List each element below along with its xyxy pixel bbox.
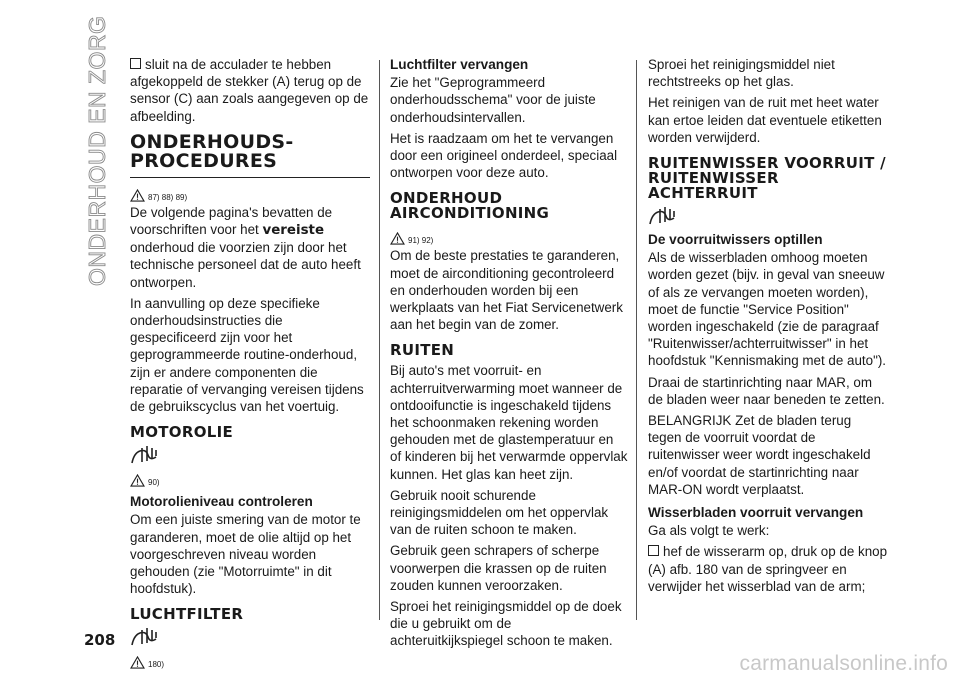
warning-triangle-icon [130, 474, 145, 487]
chapter-side-title: ONDERHOUD EN ZORG [84, 15, 110, 286]
bullet-paragraph [648, 543, 888, 595]
column-1 [130, 56, 370, 671]
warning-refs [130, 182, 370, 202]
text: De volgende pagina's bevatten de voorschriften voor het [130, 204, 333, 238]
warning-refs [130, 467, 370, 487]
subheading-replace-blades: Wisserbladen voorruit vervangen [648, 505, 864, 521]
warning-ref-numbers: 87) 88) 89) [148, 192, 188, 202]
bullet-paragraph [130, 56, 370, 125]
glass-paragraph-1: Sproei het reinigingsmiddel niet rechtstreeks op het glas. [648, 57, 835, 90]
wipers-paragraph-3: BELANGRIJK Zet de bladen terug tegen de voorruit voordat de ruitenwisser weer wordt ingeschakeld en/of voordat de startinrichting naar MAR-ON wordt verplaatst. [648, 413, 871, 497]
air-filter-paragraph-1: Zie het "Geprogrammeerd onderhoudsschema" voor de juiste onderhoudsintervallen. [390, 75, 596, 125]
heading-maintenance-procedures: ONDERHOUDS-PROCEDURES [130, 133, 370, 178]
subheading-lift-wipers: De voorruitwissers optillen [648, 232, 823, 248]
environment-icon [130, 626, 160, 646]
column-divider [379, 60, 380, 620]
watermark-text: carmanualsonline.info [739, 652, 948, 675]
subheading-engine-oil-level: Motorolieniveau controleren [130, 494, 313, 510]
text: onderhoud die voorzien zijn door het technische personeel dat de auto heeft ontworpen. [130, 240, 361, 290]
warning-ref-numbers: 91) 92) [408, 236, 434, 246]
environment-icon [130, 444, 160, 464]
wipers-paragraph-2: Draai de startinrichting naar MAR, om de bladen weer naar beneden te zetten. [648, 374, 885, 407]
engine-oil-paragraph: Om een juiste smering van de motor te garanderen, moet de olie altijd op het voorgeschreven niveau worden gehouden (zie "Motorruimte" in dit hoofdstuk). [130, 512, 361, 597]
heading-air-filter: LUCHTFILTER [130, 605, 244, 624]
warning-triangle-icon [130, 656, 145, 669]
column-2 [390, 56, 628, 654]
page-number: 208 [84, 631, 116, 649]
heading-ac-maintenance: ONDERHOUD AIRCONDITIONING [390, 189, 550, 223]
warning-ref-numbers: 180) [148, 660, 165, 670]
blades-paragraph-1: Ga als volgt te werk: [648, 523, 770, 539]
warning-triangle-icon [130, 189, 145, 202]
checkbox-bullet-icon [130, 58, 141, 69]
ac-paragraph: Om de beste prestaties te garanderen, moet de airconditioning gecontroleerd en onderhouden worden bij een werkplaats van het Fiat Servicenetwerk aan het begin van de zomer. [390, 248, 623, 333]
wipers-paragraph-1: Als de wisserbladen omhoog moeten worden gezet (bijv. in geval van sneeuw of als ze vervangen moeten worden), moet de functie "Service Position" worden ingeschakeld (zie de paragraaf "Ruitenwisser/achterruitwisser" in het hoofdstuk "Kennismaking met de auto"). [648, 250, 887, 369]
column-3 [648, 56, 888, 599]
checkbox-bullet-icon [648, 545, 659, 556]
warning-refs [130, 649, 370, 669]
bold-text: vereiste [262, 223, 325, 239]
windows-paragraph-1: Bij auto's met voorruit- en achterruitverwarming moet wanneer de ontdooifunctie is ingeschakeld tijdens het schoonmaken rekening worden gehouden met de glastemperatuur en of kinderen bij het verwarmde oppervlak kunnen. Het glas kan heet zijn. [390, 363, 628, 482]
warning-refs [390, 225, 628, 245]
windows-paragraph-4: Sproei het reinigingsmiddel op de doek die u gebruikt om de achteruitkijkspiegel schoon te maken. [390, 599, 622, 649]
heading-windows: RUITEN [390, 341, 455, 360]
bullet-text: sluit na de acculader te hebben afgekoppeld de stekker (A) terug op de sensor (C) aan zoals aangegeven op de afbeelding. [130, 57, 369, 124]
windows-paragraph-2: Gebruik nooit schurende reinigingsmiddelen om het oppervlak van de ruiten schoon te maken. [390, 487, 609, 538]
air-filter-paragraph-2: Het is raadzaam om het te vervangen door een origineel onderdeel, speciaal ontworpen voor deze auto. [390, 130, 618, 181]
subheading-replace-air-filter: Luchtfilter vervangen [390, 57, 529, 72]
warning-ref-numbers: 90) [148, 478, 160, 488]
warning-triangle-icon [390, 232, 405, 245]
column-divider [636, 60, 637, 620]
procedures-paragraph-2: In aanvulling op deze specifieke onderhoudsinstructies die gespecificeerd zijn voor het geprogrammeerde routine-onderhoud, zijn er andere componenten die reparatie of vervanging vereisen tijdens de gebruikscyclus van het voertuig. [130, 295, 364, 415]
windows-paragraph-3: Gebruik geen schrapers of scherpe voorwerpen die krassen op de ruiten zouden kunnen veroorzaken. [390, 543, 607, 593]
glass-paragraph-2: Het reinigen van de ruit met heet water kan ertoe leiden dat eventuele etiketten worden verwijderd. [648, 95, 882, 145]
heading-wipers: RUITENWISSER VOORRUIT / RUITENWISSER ACHTERRUIT [648, 154, 886, 203]
environment-icon [648, 205, 678, 225]
procedures-paragraph-1 [130, 204, 370, 291]
heading-engine-oil: MOTOROLIE [130, 423, 234, 442]
bullet-text: hef de wisserarm op, druk op de knop (A) afb. 180 van de springveer en verwijder het wisserblad van de arm; [648, 544, 888, 594]
